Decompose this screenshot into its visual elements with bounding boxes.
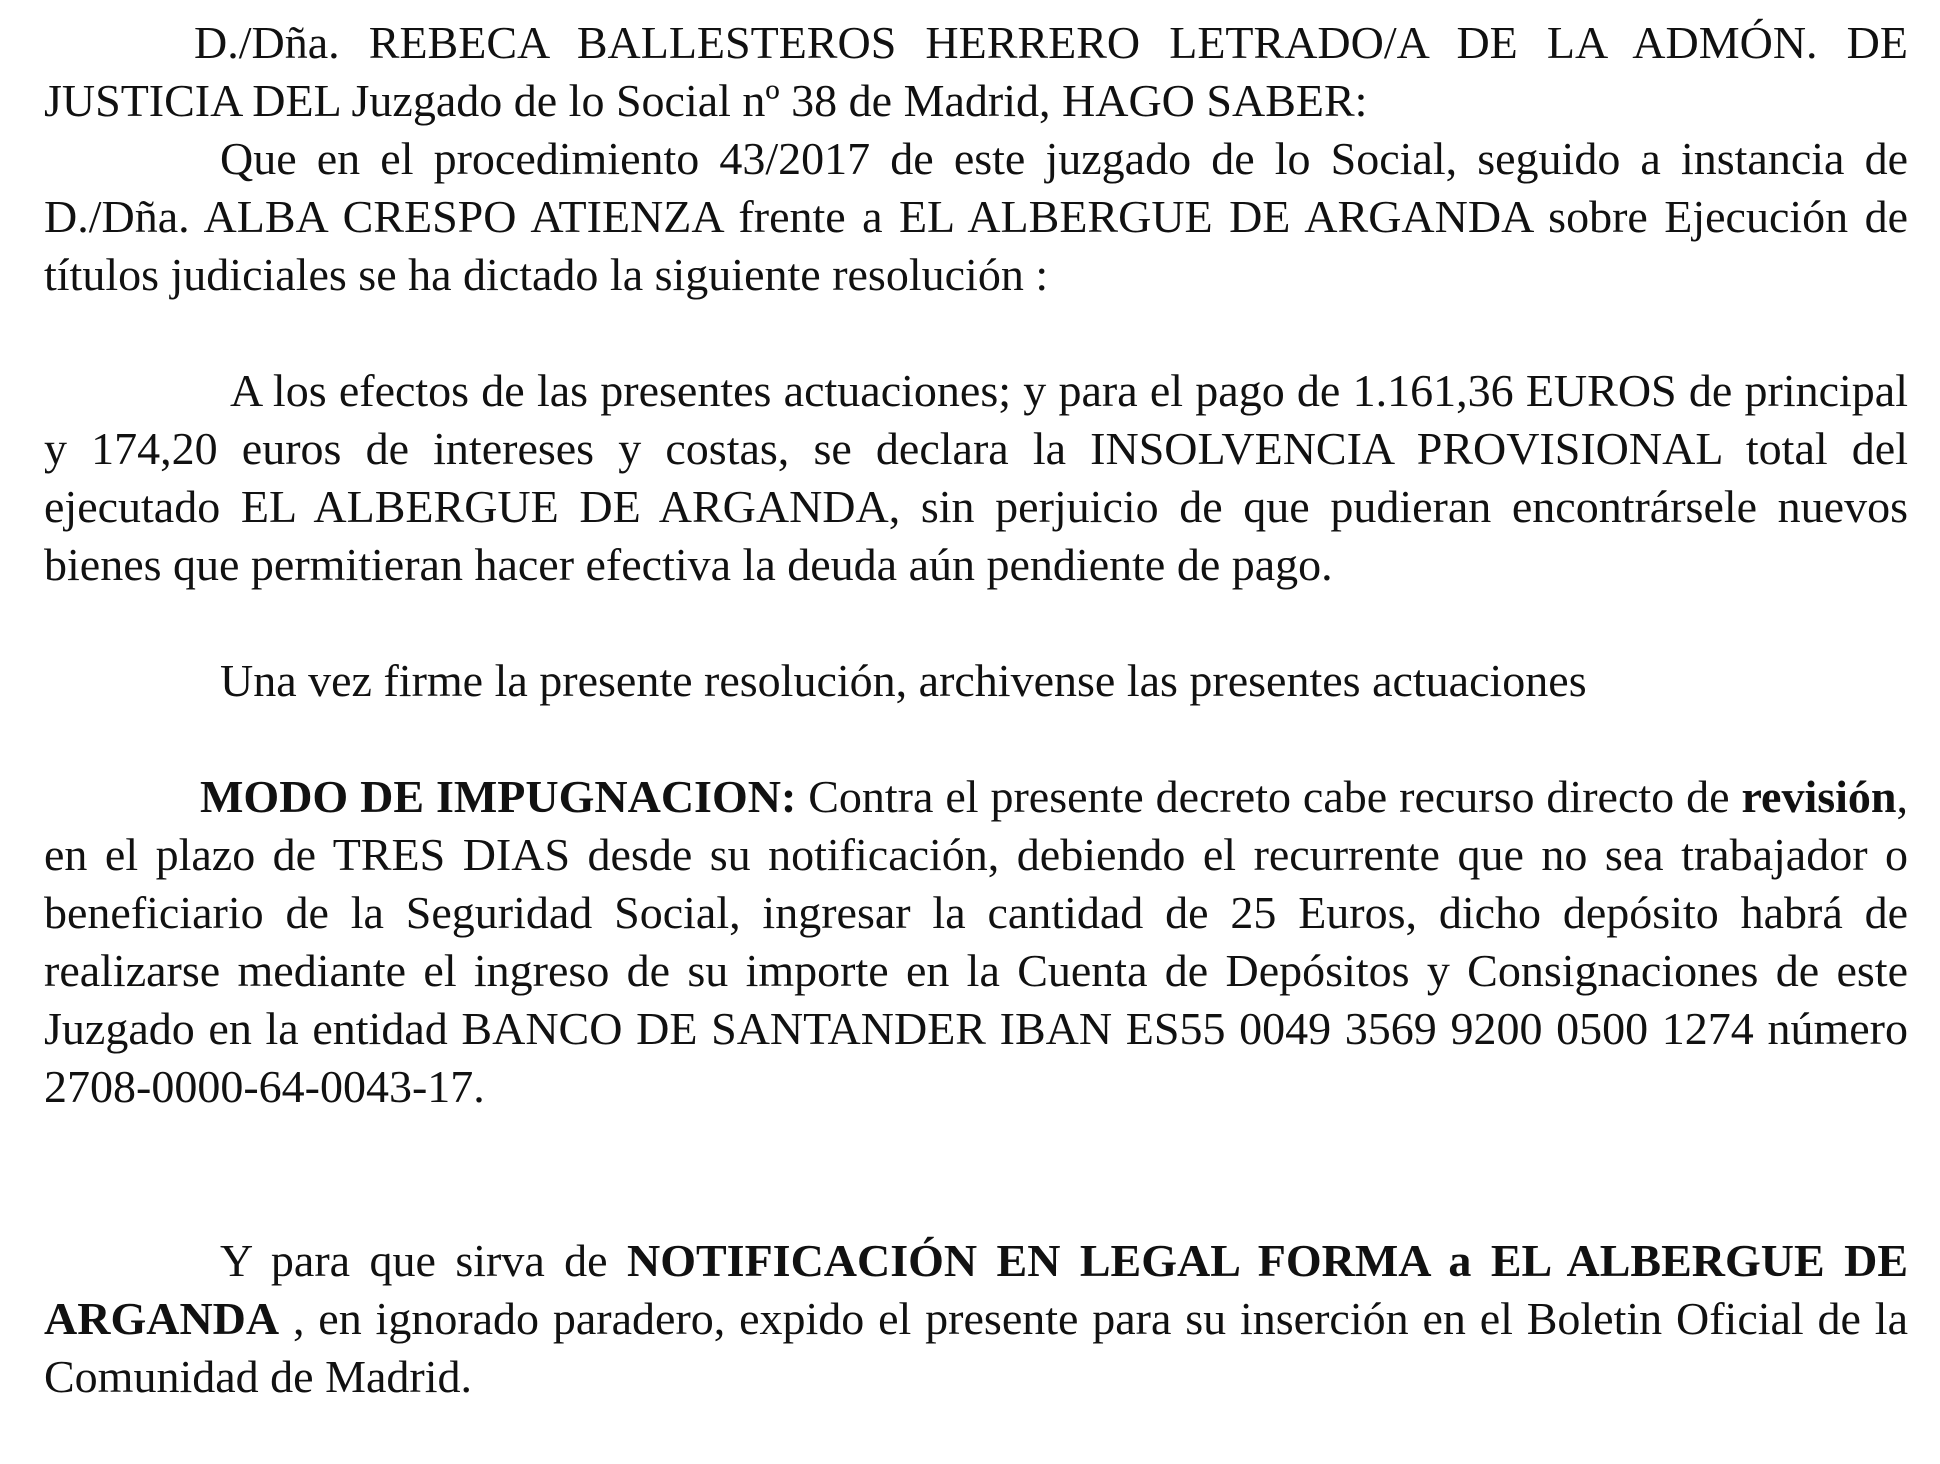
appeal-paragraph <box>44 768 1908 1116</box>
notification-bold: NOTIFICACIÓN EN LEGAL FORMA a EL ALBERGUE DE ARGANDA <box>44 1235 1909 1344</box>
insolvency-paragraph <box>44 362 1908 594</box>
notification-paragraph <box>44 1232 1908 1406</box>
header-text: D./Dña. REBECA BALLESTEROS HERRERO LETRADO/A DE LA ADMÓN. DE JUSTICIA DEL Juzgado de lo Social nº 38 de Madrid, HAGO SABER: <box>44 17 1908 126</box>
insolvency-text: A los efectos de las presentes actuaciones; y para el pago de 1.161,36 EUROS de principal y 174,20 euros de intereses y costas, se declara la INSOLVENCIA PROVISIONAL total del ejecutado EL ALBERGUE DE ARGANDA, sin perjuicio de que pudieran encontrársele nuevos bienes que permitieran hacer efectiva la deuda aún pendiente de pago. <box>44 365 1908 590</box>
spacer <box>44 1116 1908 1232</box>
appeal-text-a: Contra el presente decreto cabe recurso directo de <box>796 771 1742 822</box>
spacer <box>44 594 1908 652</box>
procedure-text: Que en el procedimiento 43/2017 de este juzgado de lo Social, seguido a instancia de D./Dña. ALBA CRESPO ATIENZA frente a EL ALBERGUE DE ARGANDA sobre Ejecución de títulos judiciales se ha dictado la siguiente resolución : <box>44 133 1908 300</box>
spacer <box>44 304 1908 362</box>
spacer <box>44 710 1908 768</box>
notification-text-a: Y para que sirva de <box>220 1235 627 1286</box>
appeal-heading: MODO DE IMPUGNACION: <box>200 771 797 822</box>
procedure-paragraph <box>44 130 1908 304</box>
archive-paragraph <box>44 652 1908 710</box>
appeal-bold-word: revisión <box>1741 771 1897 822</box>
appeal-text-b: , en el plazo de TRES DIAS desde su notificación, debiendo el recurrente que no sea trabajador o beneficiario de la Seguridad Social, ingresar la cantidad de 25 Euros, dicho depósito habrá de realizarse mediante el ingreso de su importe en la Cuenta de Depósitos y Consignaciones de este Juzgado en la entidad BANCO DE SANTANDER IBAN ES55 0049 3569 9200 0500 1274 número 2708-0000-64-0043-17. <box>44 771 1908 1112</box>
edict-document <box>44 14 1908 1406</box>
notification-text-b: , en ignorado paradero, expido el presente para su inserción en el Boletin Oficial de la Comunidad de Madrid. <box>44 1293 1908 1402</box>
archive-text: Una vez firme la presente resolución, archivense las presentes actuaciones <box>220 655 1587 706</box>
header-paragraph <box>44 14 1908 130</box>
